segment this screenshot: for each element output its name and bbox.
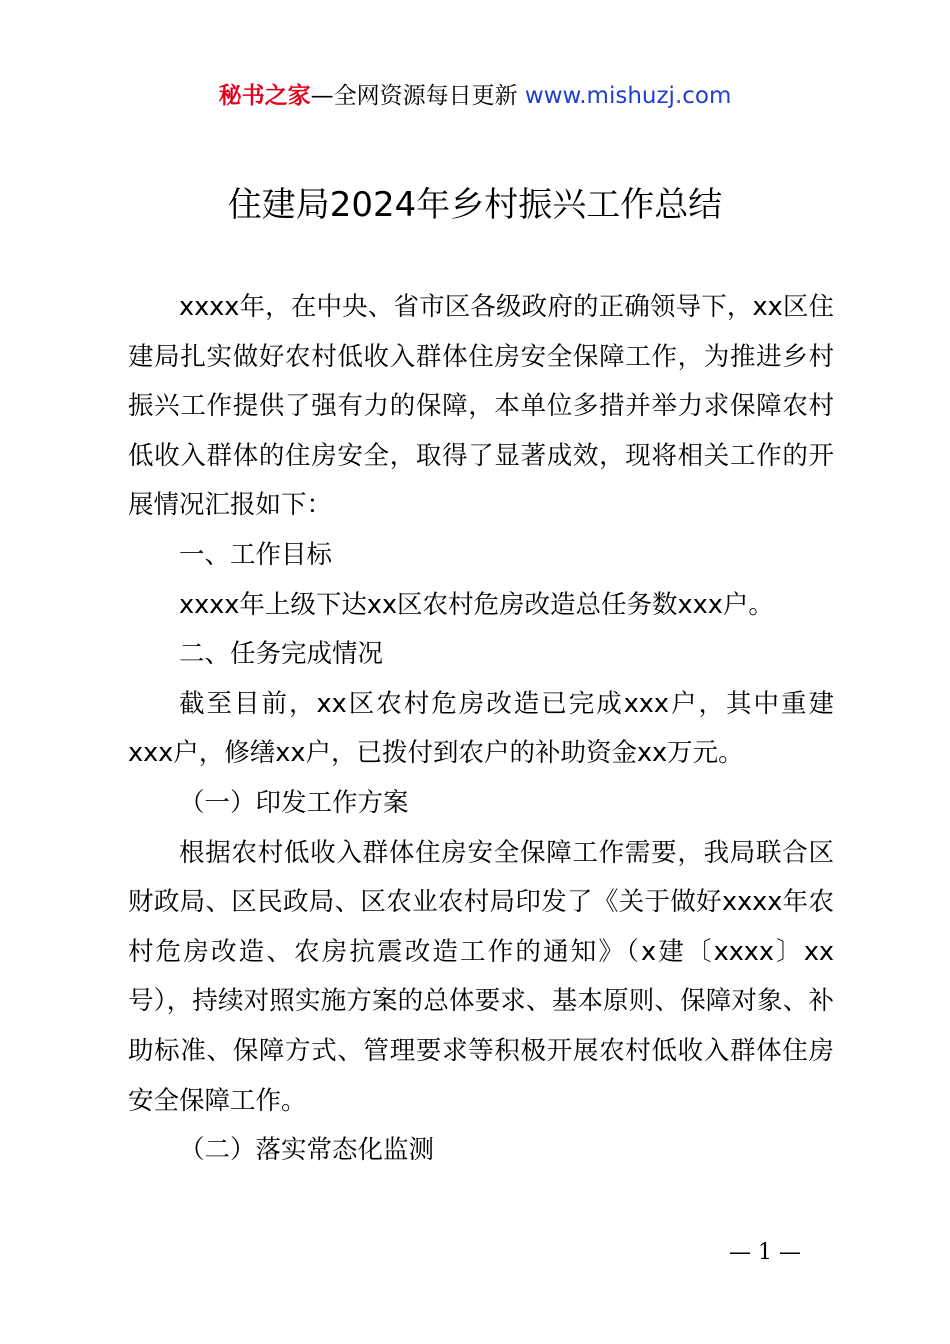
document-body — [128, 283, 834, 1176]
subheading-monitoring: （二）落实常态化监测 — [179, 1135, 435, 1166]
heading-work-goal: 一、工作目标 — [179, 539, 333, 570]
heading-task-completion: 二、任务完成情况 — [179, 639, 384, 670]
paragraph-intro: xxxx年，在中央、省市区各级政府的正确领导下，xx区住建局扎实做好农村低收入群体住房安全保障工作，为推进乡村振兴工作提供了强有力的保障，本单位多措并举力求保障农村低收入群体的住房安全，取得了显著成效，现将相关工作的开展情况汇报如下： — [128, 292, 834, 521]
document-title: 住建局2024年乡村振兴工作总结 — [227, 185, 723, 225]
paragraph-issue-plan: 根据农村低收入群体住房安全保障工作需要，我局联合区财政局、区民政局、区农业农村局印发了《关于做好xxxx年农村危房改造、农房抗震改造工作的通知》（x建〔xxxx〕xx号），持续对照实施方案的总体要求、基本原则、保障对象、补助标准、保障方式、管理要求等积极开展农村低收入群体住房安全保障工作。 — [128, 837, 834, 1116]
page-number: — 1 — — [729, 1240, 801, 1265]
paragraph-task-completion: 截至目前，xx区农村危房改造已完成xxx户，其中重建xxx户，修缮xx户，已拨付到农户的补助资金xx万元。 — [128, 688, 834, 769]
paragraph-work-goal: xxxx年上级下达xx区农村危房改造总任务数xxx户。 — [179, 589, 774, 620]
site-brand: 秘书之家 — [218, 83, 311, 109]
site-tagline: —全网资源每日更新 — [310, 83, 525, 109]
site-header — [0, 80, 950, 112]
site-url-link[interactable]: www.mishuzj.com — [524, 83, 732, 109]
subheading-issue-plan: （一）印发工作方案 — [179, 787, 409, 818]
